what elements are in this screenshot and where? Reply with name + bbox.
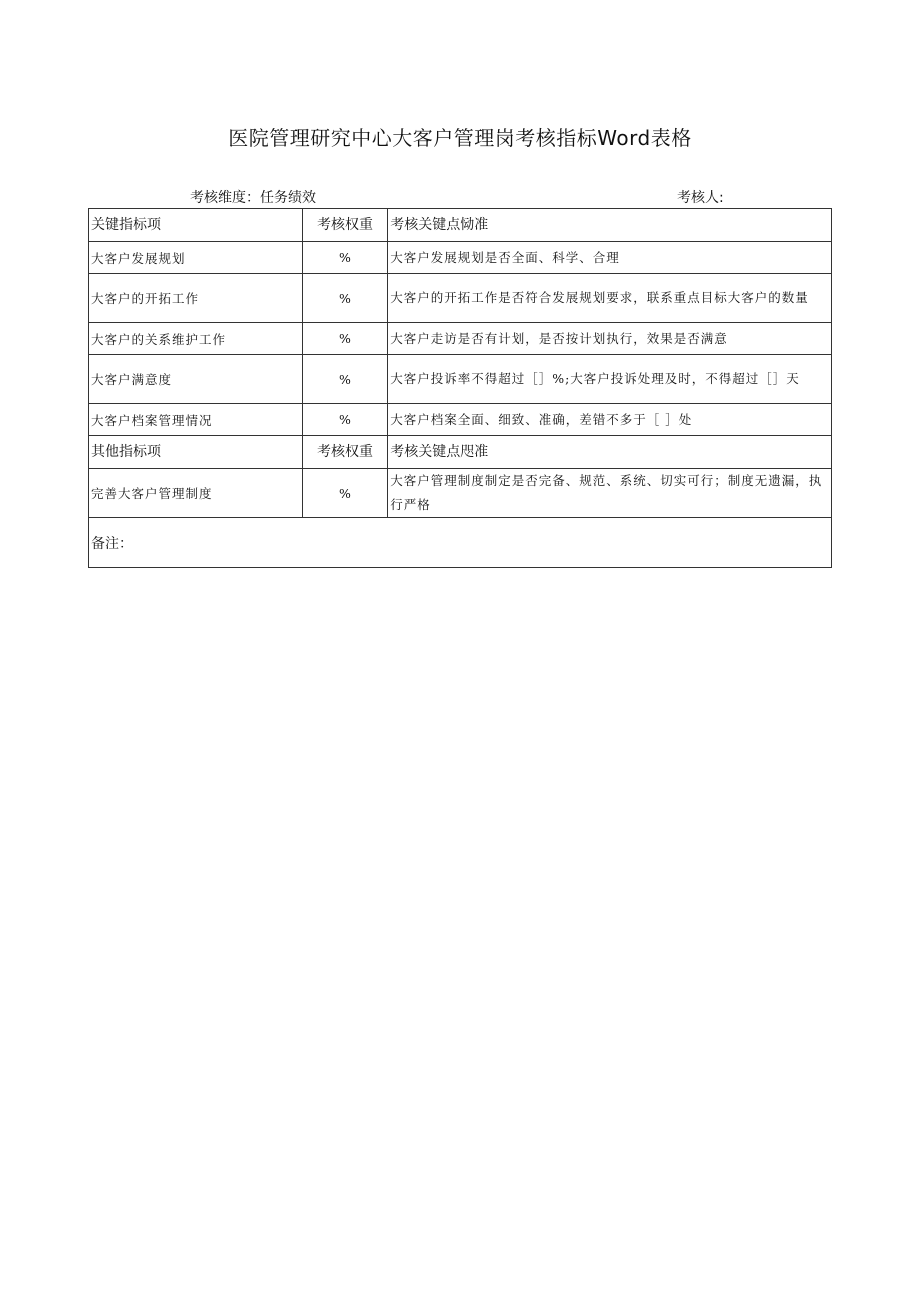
header-standard: 考核关键点咫准 xyxy=(388,436,832,469)
header-standard: 考核关键点恸准 xyxy=(388,209,832,242)
header-item: 关键指标项 xyxy=(89,209,303,242)
header-item: 其他指标项 xyxy=(89,436,303,469)
other-indicators-header-row xyxy=(89,436,832,469)
header-weight: 考核权重 xyxy=(302,436,387,469)
indicator-item: 大客户满意度 xyxy=(89,355,303,404)
remarks-row xyxy=(89,518,832,568)
remarks-label: 备注： xyxy=(89,518,832,568)
key-indicators-header-row xyxy=(89,209,832,242)
indicator-weight: % xyxy=(302,469,387,518)
header-weight: 考核权重 xyxy=(302,209,387,242)
assessor-field: 考核人: xyxy=(677,190,724,206)
table-row xyxy=(89,404,832,436)
indicator-item: 大客户档案管理情况 xyxy=(89,404,303,436)
kpi-table xyxy=(88,208,832,568)
table-row xyxy=(89,469,832,518)
indicator-standard: 大客户走访是否有计划，是否按计划执行，效果是否满意 xyxy=(388,323,832,355)
assessment-dimension: 考核维度：任务绩效 xyxy=(190,190,316,206)
indicator-weight: % xyxy=(302,404,387,436)
indicator-standard: 大客户发展规划是否全面、科学、合理 xyxy=(388,242,832,274)
table-row xyxy=(89,242,832,274)
indicator-item: 大客户发展规划 xyxy=(89,242,303,274)
table-row xyxy=(89,355,832,404)
indicator-standard: 大客户管理制度制定是否完备、规范、系统、切实可行；制度无遗漏，执行严格 xyxy=(388,469,832,518)
indicator-weight: % xyxy=(302,355,387,404)
indicator-weight: % xyxy=(302,274,387,323)
indicator-standard: 大客户的开拓工作是否符合发展规划要求，联系重点目标大客户的数量 xyxy=(388,274,832,323)
table-row xyxy=(89,274,832,323)
indicator-weight: % xyxy=(302,242,387,274)
indicator-item: 大客户的关系维护工作 xyxy=(89,323,303,355)
indicator-weight: % xyxy=(302,323,387,355)
indicator-item: 大客户的开拓工作 xyxy=(89,274,303,323)
indicator-standard: 大客户投诉率不得超过［］%;大客户投诉处理及时，不得超过［］天 xyxy=(388,355,832,404)
document-title: 医院管理研究中心大客户管理岗考核指标Word表格 xyxy=(228,126,692,150)
indicator-standard: 大客户档案全面、细致、准确，差错不多于［ ］处 xyxy=(388,404,832,436)
indicator-item: 完善大客户管理制度 xyxy=(89,469,303,518)
table-row xyxy=(89,323,832,355)
